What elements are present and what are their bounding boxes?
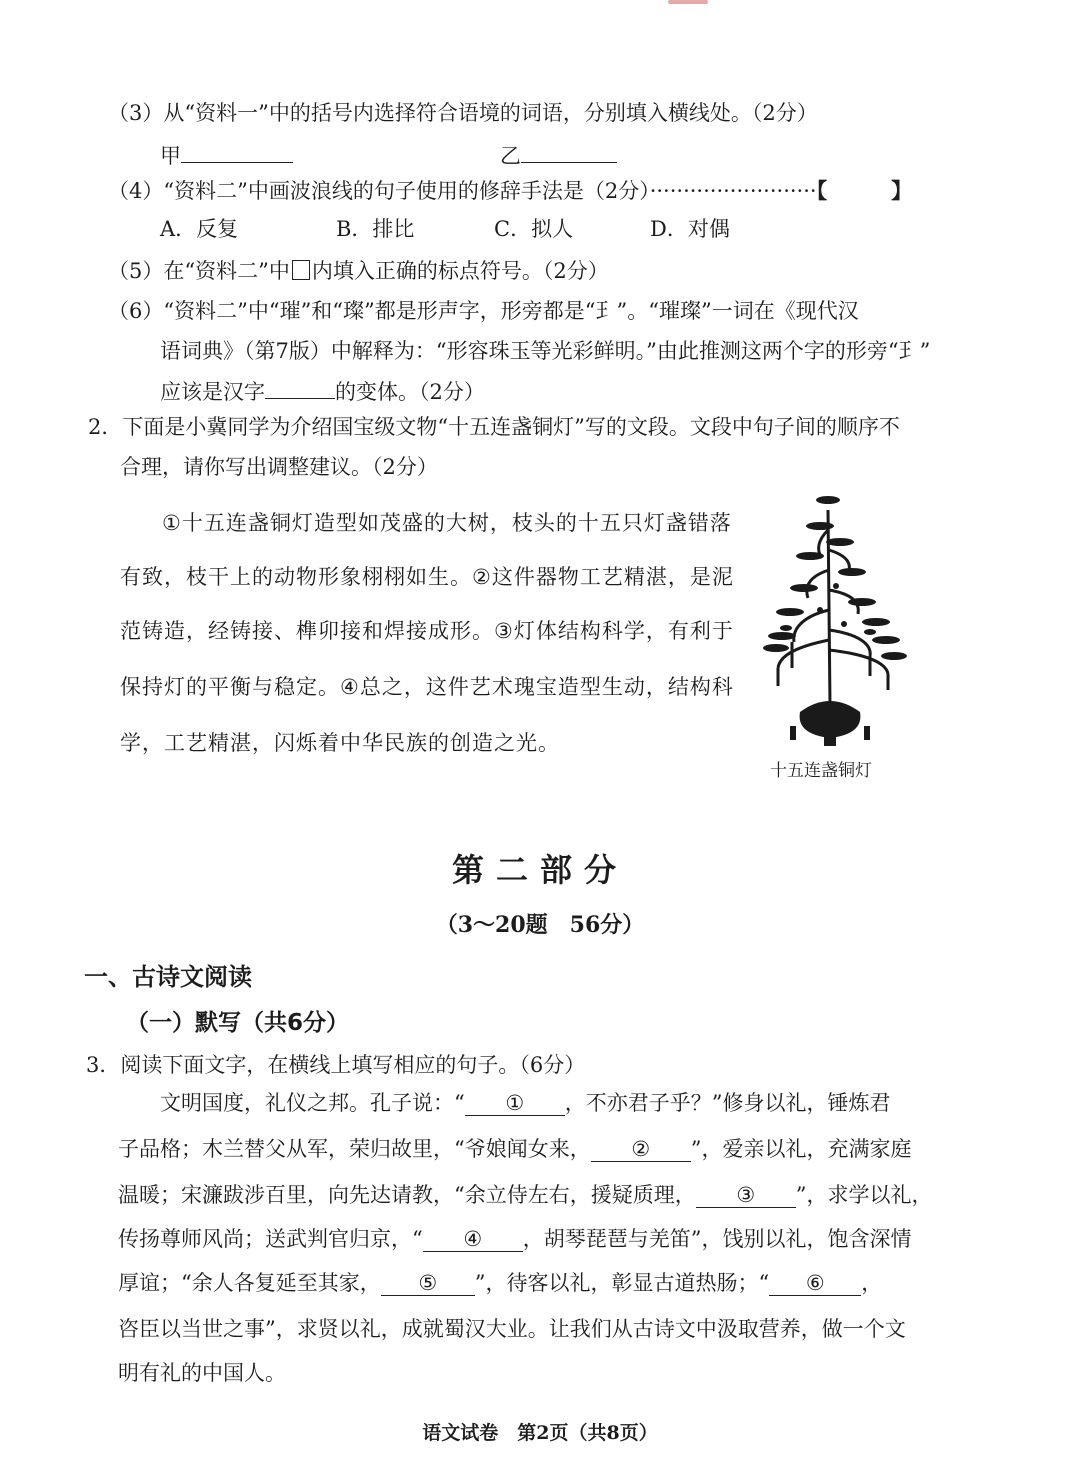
- q1-3-blank-row-b: [500, 138, 617, 171]
- paper-mark: [668, 0, 708, 4]
- answer-blank-radical[interactable]: [265, 374, 335, 399]
- q1-3-blank-row: [160, 138, 293, 171]
- q3-line4: [118, 1224, 911, 1254]
- q3-l4a: 传扬尊师风尚；送武判官归京，“: [118, 1227, 423, 1251]
- q1-3-text: （3）从“资料一”中的括号内选择符合语境的词语，分别填入横线处。（2分）: [108, 101, 818, 125]
- blank-label-jia: 甲: [160, 144, 181, 168]
- q2-para-line1: ①十五连盏铜灯造型如茂盛的大树，枝头的十五只灯盏错落: [162, 511, 732, 535]
- q2-line1: 2．下面是小冀同学为介绍国宝级文物“十五连盏铜灯”写的文段。文段中句子间的顺序不: [88, 415, 900, 439]
- fill-blank-5[interactable]: ⑤: [381, 1271, 475, 1296]
- bracket-open: 【: [816, 178, 828, 203]
- blank-label-yi: 乙: [500, 144, 521, 168]
- q1-6-line1: （6）“资料二”中“璀”和“璨”都是形声字，形旁都是“⺩”。“璀璨”一词在《现代汉: [108, 299, 859, 323]
- q2-para-line3: 范铸造，经铸接、榫卯接和焊接成形。③灯体结构科学，有利于: [120, 619, 734, 643]
- punctuation-box[interactable]: [292, 260, 310, 280]
- part-title: 第二部分: [451, 851, 628, 889]
- fill-blank-4[interactable]: ④: [423, 1227, 523, 1252]
- q3-l5a: 厚谊；“余人各复延至其家，: [118, 1271, 381, 1295]
- section-title: 一、古诗文阅读: [84, 963, 252, 991]
- q3-line3: [118, 1180, 932, 1210]
- fill-blank-3[interactable]: ③: [696, 1183, 796, 1208]
- bracket-close: 】: [891, 178, 913, 203]
- q1-5-after: 内填入正确的标点符号。（2分）: [311, 259, 609, 283]
- q3-l2a: 子品格；木兰替父从军，荣归故里，“爷娘闻女来，: [118, 1137, 591, 1161]
- q2-para-line4: 保持灯的平衡与稳定。④总之，这件艺术瑰宝造型生动，结构科: [120, 675, 734, 699]
- q3-l1a: 文明国度，礼仪之邦。孔子说：“: [160, 1091, 465, 1115]
- part-subtitle: （3～20题 56分）: [435, 912, 645, 938]
- q1-6-line3: [160, 374, 485, 407]
- bronze-lamp-illustration: [760, 490, 910, 750]
- q1-6-line3-after: 的变体。（2分）: [335, 380, 485, 404]
- q3-l3a: 温暖；宋濂跋涉百里，向先达请教，“余立侍左右，援疑质理，: [118, 1183, 696, 1207]
- q2-para-line2: 有致，枝干上的动物形象栩栩如生。②这件器物工艺精湛，是泥: [120, 565, 734, 589]
- fill-blank-1[interactable]: ①: [465, 1091, 565, 1116]
- q2-line2: 合理，请你写出调整建议。（2分）: [120, 455, 438, 479]
- subsection-title: （一）默写（共6分）: [126, 1010, 350, 1036]
- leader-dots: ·························: [649, 179, 817, 203]
- answer-blank-yi[interactable]: [521, 138, 617, 163]
- answer-blank-jia[interactable]: [181, 138, 293, 163]
- q3-line2: [118, 1134, 911, 1164]
- fill-blank-6[interactable]: ⑥: [769, 1271, 861, 1296]
- q3-l4b: ，胡琴琵琶与羌笛”，饯别以礼，饱含深情: [522, 1227, 912, 1251]
- q1-5-text: [108, 256, 609, 286]
- q1-6-line2: 语词典》（第7版）中解释为：“形容珠玉等光彩鲜明。”由此推测这两个字的形旁“⺩”: [160, 339, 931, 363]
- page-footer: 语文试卷 第2页（共8页）: [422, 1422, 658, 1444]
- option-c: C．拟人: [494, 217, 574, 241]
- q1-5-before: （5）在“资料二”中: [108, 259, 290, 283]
- option-b: B．排比: [336, 217, 415, 241]
- q1-6-line3-before: 应该是汉字: [160, 380, 265, 404]
- lamp-caption: 十五连盏铜灯: [770, 761, 872, 781]
- q3-line7: 明有礼的中国人。: [118, 1361, 286, 1385]
- q3-l2b: ”，爱亲以礼，充满家庭: [690, 1137, 912, 1161]
- q3-l5b: ”，待客以礼，彰显古道热肠；“: [474, 1271, 770, 1295]
- q3-l3b: ”，求学以礼，: [795, 1183, 933, 1207]
- option-a: A．反复: [160, 217, 239, 241]
- q1-4-prompt: （4）“资料二”中画波浪线的句子使用的修辞手法是（2分）: [108, 179, 650, 203]
- q3-line1: [160, 1088, 891, 1118]
- q2-para-line5: 学，工艺精湛，闪烁着中华民族的创造之光。: [120, 731, 560, 755]
- q3-l1b: ，不亦君子乎？”修身以礼，锤炼君: [564, 1091, 891, 1115]
- q3-line5: [118, 1268, 882, 1298]
- q3-l5c: ，: [861, 1271, 883, 1295]
- q3-line6: 咨臣以当世之事”，求贤以礼，成就蜀汉大业。让我们从古诗文中汲取营养，做一个文: [118, 1317, 906, 1341]
- q1-4-text: [108, 176, 912, 206]
- q3-head: 3．阅读下面文字，在横线上填写相应的句子。（6分）: [86, 1053, 586, 1077]
- option-d: D．对偶: [650, 217, 730, 241]
- fill-blank-2[interactable]: ②: [591, 1137, 691, 1162]
